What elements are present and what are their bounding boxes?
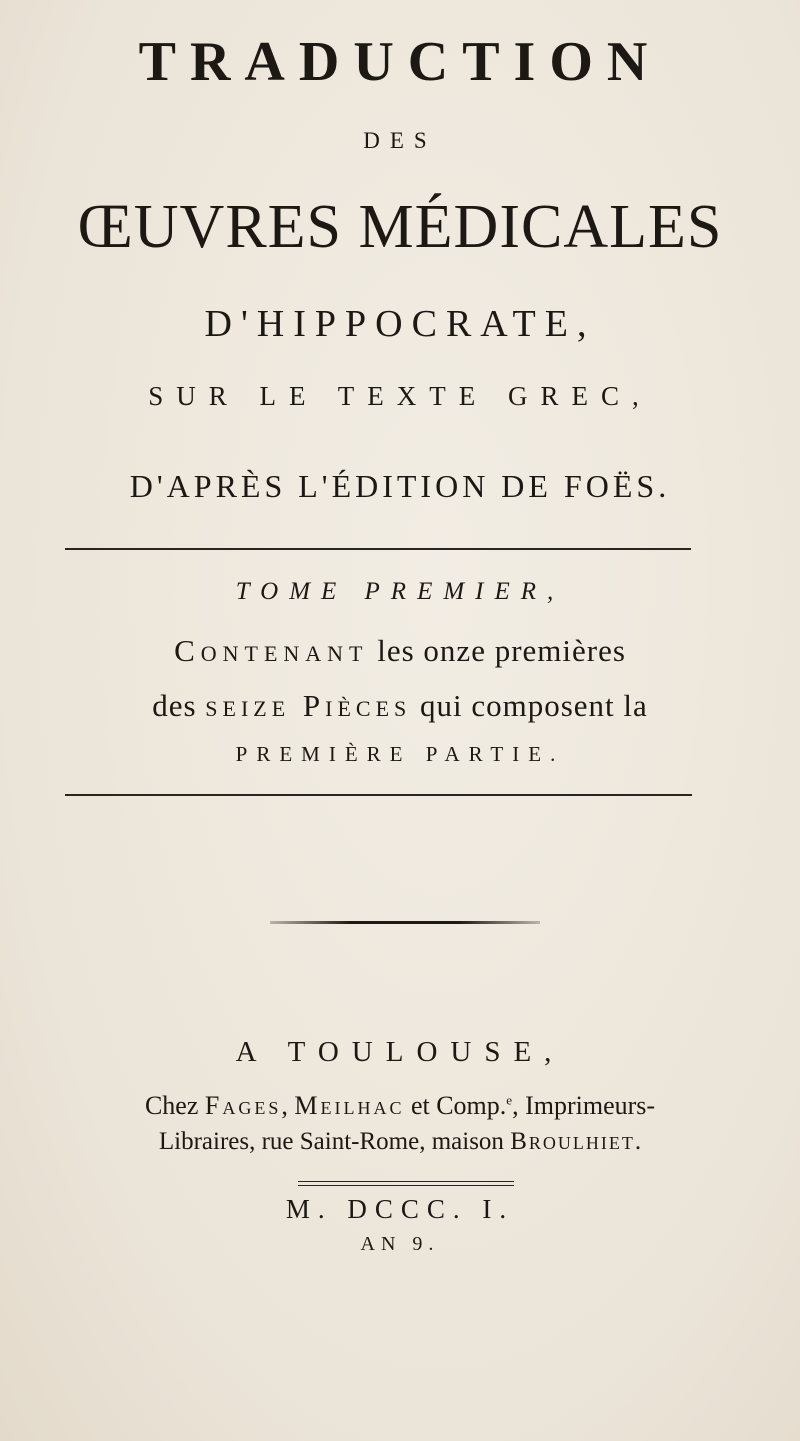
imprint-city: A TOULOUSE, xyxy=(235,1036,565,1068)
imprint-chez: Chez xyxy=(144,1091,205,1120)
imprint-meilhac: Meilhac xyxy=(294,1091,405,1120)
title-des: DES xyxy=(363,128,437,153)
imprint-date: M. DCCC. I. xyxy=(285,1194,515,1224)
volume-tome: TOME PREMIER, xyxy=(235,578,565,605)
title-author: D'HIPPOCRATE, xyxy=(204,303,596,345)
imprint-imprimeurs: , Imprimeurs- xyxy=(512,1091,656,1120)
volume-contents-line-3: PREMIÈRE PARTIE. xyxy=(235,742,565,766)
rule-bottom-2 xyxy=(298,1185,514,1186)
imprint-libraires: Libraires, rue Saint-Rome, maison xyxy=(158,1128,511,1155)
imprint-line-1 xyxy=(0,1091,800,1121)
rule-ornament xyxy=(270,921,540,924)
imprint-year: AN 9. xyxy=(360,1233,440,1255)
imprint-sup: e xyxy=(506,1092,513,1108)
contents-lead: Contenant xyxy=(174,633,369,668)
contents-rest: les onze premières xyxy=(368,633,626,668)
contents-compose: qui composent la xyxy=(411,688,648,723)
imprint-comp: et Comp. xyxy=(404,1091,507,1120)
imprint-period: . xyxy=(634,1128,642,1155)
rule-middle xyxy=(65,794,692,796)
title-edition: D'APRÈS L'ÉDITION DE FOËS. xyxy=(129,468,671,504)
volume-contents-line-2 xyxy=(0,688,800,724)
rule-top xyxy=(65,548,691,550)
title-main: TRADUCTION xyxy=(138,31,662,93)
rule-bottom-1 xyxy=(298,1181,514,1182)
title-text: SUR LE TEXTE GREC, xyxy=(148,381,652,411)
imprint-fages: Fages xyxy=(204,1091,282,1120)
imprint-line-2 xyxy=(0,1128,800,1156)
contents-pieces: seize Pièces xyxy=(205,688,412,723)
imprint-broulhiet: Broulhiet xyxy=(510,1128,635,1155)
volume-contents-line-1 xyxy=(0,633,800,669)
title-works: ŒUVRES MÉDICALES xyxy=(77,193,723,261)
imprint-comma: , xyxy=(281,1091,295,1120)
contents-des: des xyxy=(152,688,206,723)
